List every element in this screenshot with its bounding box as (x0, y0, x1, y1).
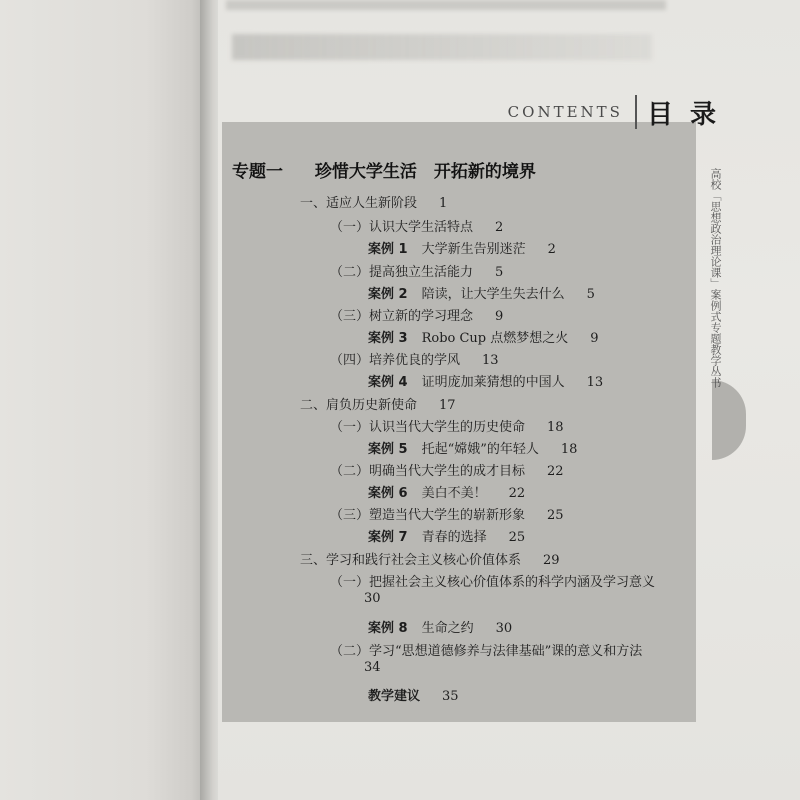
toc-entry-text: 青春的选择 (421, 530, 487, 545)
topic-title: 珍惜大学生活 开拓新的境界 (314, 162, 536, 182)
toc-subsection[interactable] (330, 261, 503, 280)
toc-entry-text: 二、肩负历史新使命 (300, 398, 418, 413)
toc-page-number: 30 (364, 591, 381, 606)
toc-entry-text: （四）培养优良的学风 (330, 353, 461, 368)
toc-page-number: 22 (547, 464, 564, 479)
case-label: 案例 8 (368, 621, 408, 636)
toc-entry-text: （三）塑造当代大学生的崭新形象 (330, 508, 526, 523)
toc-page-number: 34 (364, 660, 381, 675)
toc-case[interactable] (368, 327, 599, 346)
toc-page-number: 2 (495, 220, 504, 235)
toc-page-number: 17 (439, 398, 456, 413)
toc-case[interactable] (368, 438, 577, 457)
toc-case[interactable] (368, 617, 512, 636)
toc-entry-text: （一）认识当代大学生的历史使命 (330, 420, 526, 435)
topic-heading (232, 157, 536, 182)
toc-entry-text: 三、学习和践行社会主义核心价值体系 (300, 553, 522, 568)
left-page (0, 0, 208, 800)
toc-section[interactable] (300, 394, 456, 413)
toc-page-number: 1 (439, 196, 448, 211)
show-through-text (232, 34, 652, 60)
toc-entry-text: 大学新生告别迷茫 (421, 242, 526, 257)
toc-page-number: 13 (482, 353, 499, 368)
toc-subsection[interactable] (330, 216, 503, 235)
toc-entry-text: （一）把握社会主义核心价值体系的科学内涵及学习意义 (330, 575, 656, 590)
toc-page-number: 25 (547, 508, 564, 523)
toc-page-number: 5 (586, 287, 595, 302)
toc-entry-text: （三）树立新的学习理念 (330, 309, 474, 324)
toc-entry-text: 陪读，让大学生失去什么 (421, 287, 565, 302)
show-through-text (226, 0, 666, 10)
toc-subsection[interactable] (330, 640, 643, 675)
toc-entry-text: 托起“嫦娥”的年轻人 (421, 442, 539, 457)
toc-entry-text: 一、适应人生新阶段 (300, 196, 418, 211)
toc-entry-text: 证明庞加莱猜想的中国人 (421, 375, 565, 390)
toc-page-number: 5 (495, 265, 504, 280)
contents-label: CONTENTS (507, 103, 623, 121)
toc-case[interactable] (368, 526, 525, 545)
case-label: 案例 2 (368, 287, 408, 302)
case-label: 案例 4 (368, 375, 408, 390)
toc-entry-text: Robo Cup 点燃梦想之火 (421, 331, 569, 346)
toc-entry-text: 生命之约 (421, 621, 474, 636)
series-title: 高校「思想政治理论课」案例式专题教学丛书 (709, 168, 722, 388)
case-label: 案例 5 (368, 442, 408, 457)
toc-subsection[interactable] (330, 416, 564, 435)
toc-case[interactable] (368, 283, 595, 302)
page-title: 目 录 (646, 99, 720, 130)
case-label: 案例 3 (368, 331, 408, 346)
toc-teaching-suggestion[interactable] (368, 685, 459, 704)
toc-section[interactable] (300, 549, 560, 568)
toc-page-number: 18 (560, 442, 578, 457)
toc-section[interactable] (300, 192, 447, 211)
toc-entry-text: （二）学习“思想道德修养与法律基础”课的意义和方法 (330, 644, 643, 659)
toc-entry-text: （二）明确当代大学生的成才目标 (330, 464, 526, 479)
toc-page-number: 22 (508, 486, 526, 501)
toc-page-number: 18 (547, 420, 564, 435)
toc-case[interactable] (368, 238, 556, 257)
toc-case[interactable] (368, 482, 525, 501)
toc-subsection[interactable] (330, 504, 564, 523)
toc-entry-text: （一）认识大学生活特点 (330, 220, 474, 235)
toc-case[interactable] (368, 371, 603, 390)
case-label: 案例 1 (368, 242, 408, 257)
case-label: 案例 7 (368, 530, 408, 545)
toc-page-number: 29 (543, 553, 560, 568)
toc-page-number: 25 (508, 530, 526, 545)
toc-subsection[interactable] (330, 305, 503, 324)
header-divider (635, 95, 637, 129)
topic-label: 专题一 (232, 162, 283, 182)
case-label: 案例 6 (368, 486, 408, 501)
toc-page-number: 9 (590, 331, 599, 346)
toc-page-number: 13 (586, 375, 604, 390)
toc-entry-text: 教学建议 (368, 689, 421, 704)
toc-subsection[interactable] (330, 460, 564, 479)
toc-subsection[interactable] (330, 349, 499, 368)
toc-header (508, 94, 720, 130)
toc-page-number: 35 (442, 689, 459, 704)
toc-entry-text: （二）提高独立生活能力 (330, 265, 474, 280)
toc-entry-text: 美白不美！ (421, 486, 487, 501)
toc-subsection[interactable] (330, 571, 656, 606)
toc-page-number: 2 (547, 242, 556, 257)
toc-page-number: 9 (495, 309, 504, 324)
toc-page-number: 30 (495, 621, 513, 636)
